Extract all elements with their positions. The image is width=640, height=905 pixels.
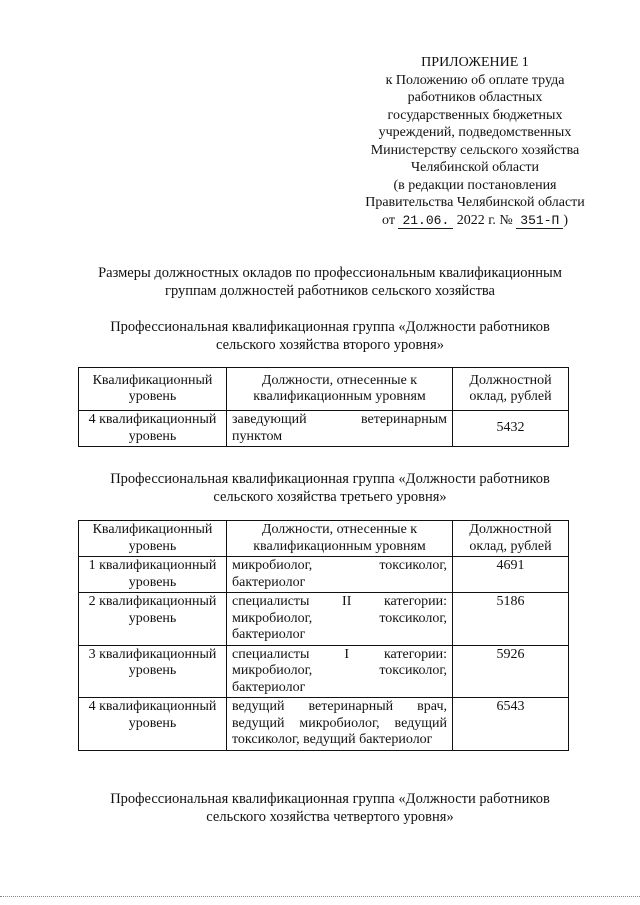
- header-salary: Должностной оклад, рублей: [453, 368, 569, 411]
- cell-positions: заведующий ветеринарным пунктом: [227, 411, 453, 447]
- cell-salary: 6543: [453, 698, 569, 751]
- cell-salary: 4691: [453, 557, 569, 593]
- date-value: 21.06.: [398, 213, 453, 229]
- appendix-line: учреждений, подведомственных: [378, 125, 572, 140]
- main-title: [60, 264, 600, 300]
- appendix-line: ПРИЛОЖЕНИЕ 1: [421, 55, 529, 70]
- appendix-line: Правительства Челябинской области: [365, 195, 585, 210]
- main-title-line: группам должностей работников сельского хозяйства: [165, 283, 495, 299]
- cell-level: 4 квалификационный уровень: [79, 411, 227, 447]
- header-level: Квалификационный уровень: [79, 368, 227, 411]
- group-title-line: Профессиональная квалификационная группа «Должности работников: [110, 471, 550, 487]
- cell-positions: микробиолог, токсиколог, бактериолог: [227, 557, 453, 593]
- cell-level: 4 квалификационный уровень: [79, 698, 227, 751]
- cell-level: 2 квалификационный уровень: [79, 593, 227, 646]
- header-level: Квалификационный уровень: [79, 521, 227, 557]
- table-row: [79, 411, 569, 447]
- header-positions: Должности, отнесенные к квалификационным уровням: [227, 368, 453, 411]
- group-title-line: Профессиональная квалификационная группа «Должности работников: [110, 791, 550, 807]
- cell-positions: ведущий ветеринарный врач, ведущий микробиолог, ведущий токсиколог, ведущий бактериолог: [227, 698, 453, 751]
- header-positions: Должности, отнесенные к квалификационным уровням: [227, 521, 453, 557]
- cell-salary: 5186: [453, 593, 569, 646]
- group-title-line: сельского хозяйства третьего уровня»: [213, 489, 447, 505]
- appendix-line: государственных бюджетных: [387, 107, 563, 123]
- cell-level: 1 квалификационный уровень: [79, 557, 227, 593]
- header-salary: Должностной оклад, рублей: [453, 521, 569, 557]
- table-header-row: [79, 368, 569, 411]
- group-title-line: Профессиональная квалификационная группа «Должности работников: [110, 319, 550, 335]
- appendix-line: (в редакции постановления: [393, 177, 557, 193]
- group-title-fourth-level: [60, 790, 600, 826]
- main-title-line: Размеры должностных окладов по профессиональным квалификационным: [98, 265, 562, 281]
- page-bottom-edge: [0, 896, 640, 898]
- date-year: 2022 г. №: [456, 212, 513, 228]
- appendix-header: [340, 54, 610, 229]
- group-title-second-level: [60, 318, 600, 354]
- table-row: [79, 593, 569, 646]
- appendix-line: Челябинской области: [411, 160, 539, 175]
- table-row: [79, 557, 569, 593]
- salary-table-second-level: [78, 367, 569, 447]
- group-title-line: сельского хозяйства второго уровня»: [215, 337, 445, 353]
- cell-positions: специалисты II категории: микробиолог, токсиколог, бактериолог: [227, 593, 453, 646]
- group-title-line: сельского хозяйства четвертого уровня»: [206, 809, 454, 825]
- salary-table-third-level: [78, 520, 569, 751]
- doc-number: 351-П: [516, 213, 563, 229]
- cell-salary: 5432: [453, 411, 569, 447]
- appendix-date-line: [340, 212, 610, 230]
- date-suffix: ): [563, 212, 568, 228]
- appendix-line: к Положению об оплате труда: [385, 72, 565, 88]
- cell-positions: специалисты I категории: микробиолог, токсиколог, бактериолог: [227, 645, 453, 698]
- group-title-third-level: [60, 470, 600, 506]
- cell-level: 3 квалификационный уровень: [79, 645, 227, 698]
- appendix-line: работников областных: [407, 90, 543, 105]
- date-prefix: от: [382, 212, 395, 228]
- table-header-row: [79, 521, 569, 557]
- table-row: [79, 698, 569, 751]
- cell-salary: 5926: [453, 645, 569, 698]
- appendix-line: Министерству сельского хозяйства: [370, 142, 580, 158]
- table-row: [79, 645, 569, 698]
